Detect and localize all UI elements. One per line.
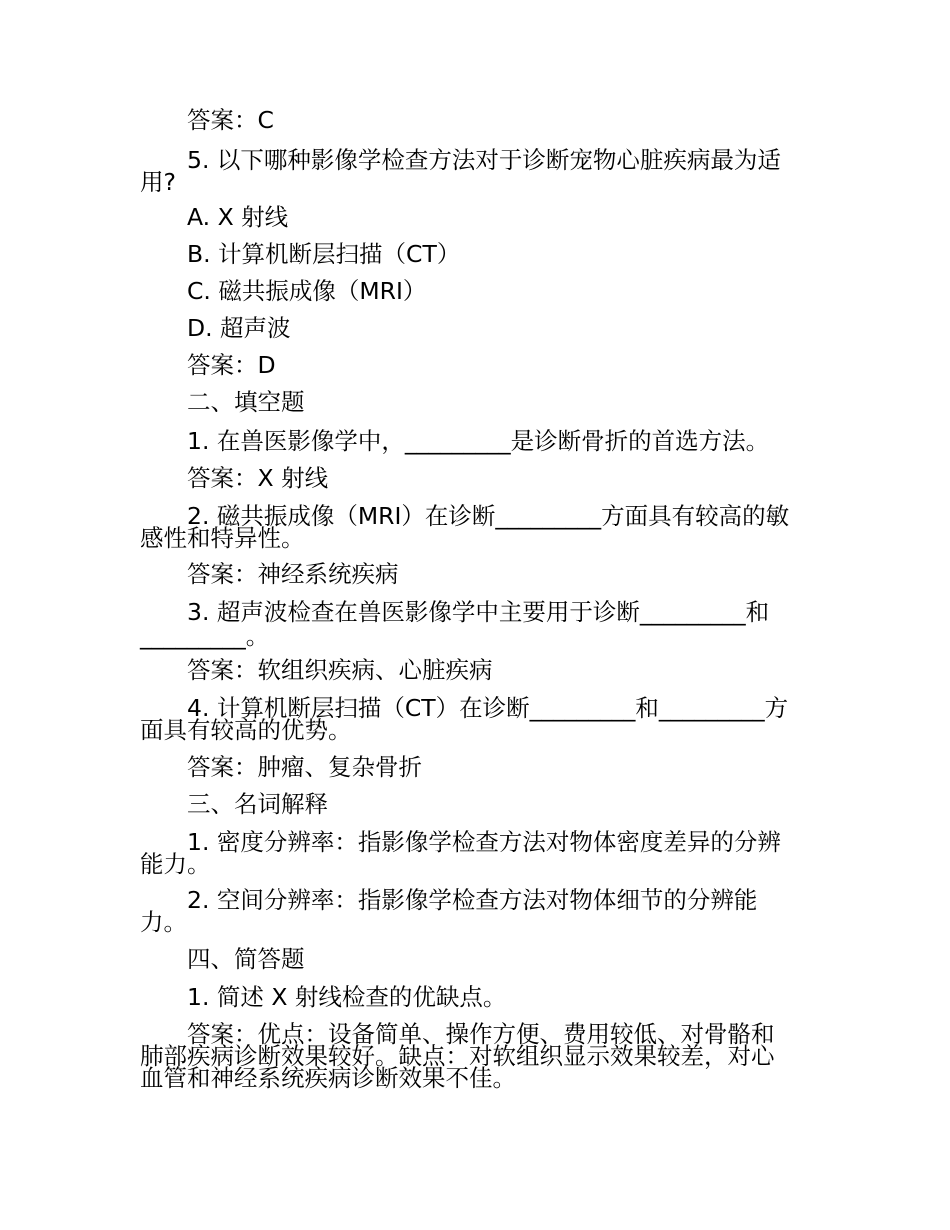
section-heading: 二、填空题 xyxy=(187,388,305,416)
answer-line-continued: 肺部疾病诊断效果较好。缺点：对软组织显示效果较差，对心 xyxy=(140,1042,775,1070)
question-line: 1. 在兽医影像学中，_________是诊断骨折的首选方法。 xyxy=(187,427,770,455)
question-line-continued: 面具有较高的优势。 xyxy=(140,716,352,744)
option-d: D. 超声波 xyxy=(187,314,291,342)
answer-line: 答案：神经系统疾病 xyxy=(187,560,399,588)
question-line-continued: 用? xyxy=(140,168,176,196)
question-line: 5. 以下哪种影像学检查方法对于诊断宠物心脏疾病最为适 xyxy=(187,146,781,174)
question-line-continued: _________。 xyxy=(140,622,270,650)
answer-line: 答案：软组织疾病、心脏疾病 xyxy=(187,656,493,684)
option-c: C. 磁共振成像（MRI） xyxy=(187,277,427,305)
question-line: 1. 简述 X 射线检查的优缺点。 xyxy=(187,983,507,1011)
answer-line: 答案：肿瘤、复杂骨折 xyxy=(187,753,422,781)
option-a: A. X 射线 xyxy=(187,203,289,231)
answer-line: 答案：D xyxy=(187,351,276,379)
definition-line: 1. 密度分辨率：指影像学检查方法对物体密度差异的分辨 xyxy=(187,828,781,856)
definition-line-continued: 能力。 xyxy=(140,850,211,878)
question-line: 2. 磁共振成像（MRI）在诊断_________方面具有较高的敏 xyxy=(187,502,790,530)
answer-line: 答案：优点：设备简单、操作方便、费用较低、对骨骼和 xyxy=(187,1020,775,1048)
section-heading: 四、简答题 xyxy=(187,945,305,973)
definition-line-continued: 力。 xyxy=(140,908,187,936)
answer-line: 答案：C xyxy=(187,106,274,134)
answer-line: 答案：X 射线 xyxy=(187,464,329,492)
option-b: B. 计算机断层扫描（CT） xyxy=(187,240,461,268)
section-heading: 三、名词解释 xyxy=(187,790,328,818)
question-line: 3. 超声波检查在兽医影像学中主要用于诊断_________和 xyxy=(187,598,770,626)
answer-line-continued: 血管和神经系统疾病诊断效果不佳。 xyxy=(140,1064,516,1092)
question-line-continued: 感性和特异性。 xyxy=(140,524,305,552)
question-line: 4. 计算机断层扫描（CT）在诊断_________和_________方 xyxy=(187,694,789,722)
definition-line: 2. 空间分辨率：指影像学检查方法对物体细节的分辨能 xyxy=(187,886,758,914)
